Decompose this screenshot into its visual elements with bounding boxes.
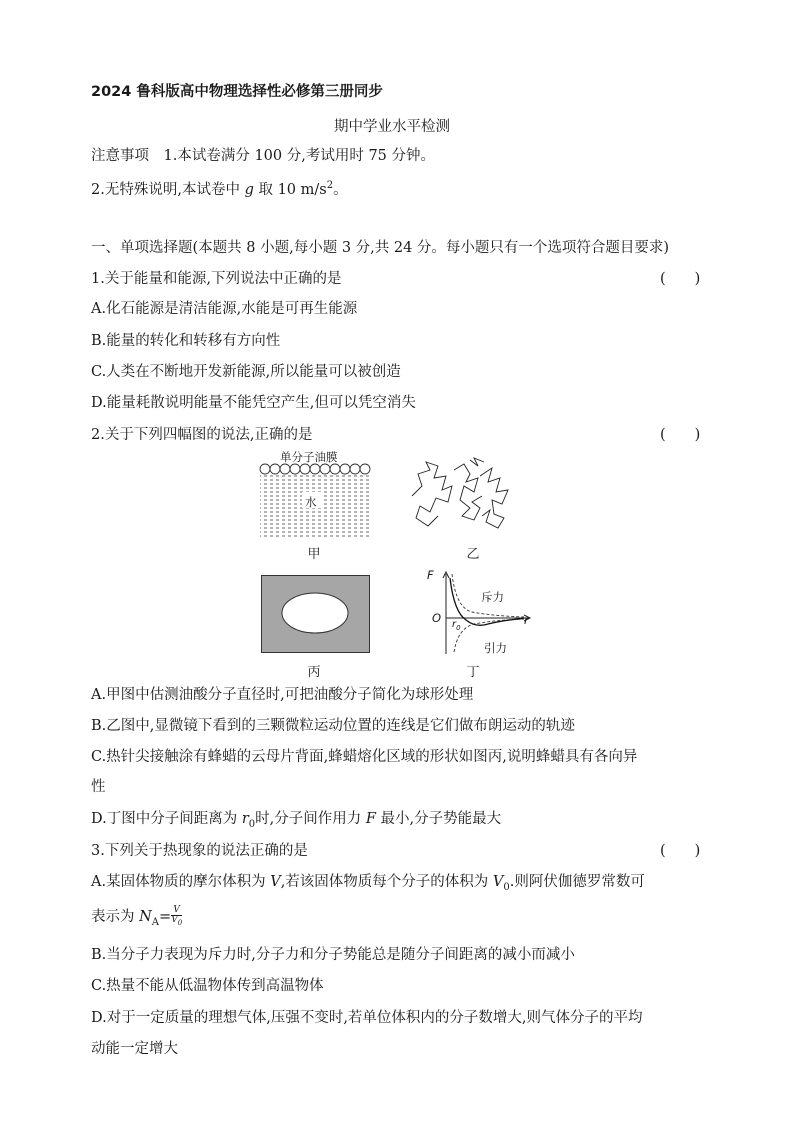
- q2-option-d: [91, 809, 501, 835]
- notes-line-2: [91, 176, 348, 200]
- q3-a-v-symbol: V: [270, 874, 281, 890]
- q3-option-c: C.热量不能从低温物体传到高温物体: [91, 978, 324, 994]
- g-symbol: g: [244, 181, 254, 198]
- q2-d-f-symbol: F: [365, 811, 376, 827]
- exam-title: 2024 鲁科版高中物理选择性必修第三册同步: [91, 84, 383, 100]
- q2-option-c-line2: 性: [91, 779, 106, 795]
- q3-option-d-line2: 动能一定增大: [91, 1041, 178, 1057]
- q3-a2-text: 表示为: [91, 908, 140, 925]
- q3-option-a-line1: [91, 872, 645, 898]
- fig-yi-caption: 乙: [466, 547, 480, 562]
- fig-ding-caption: 丁: [466, 665, 480, 680]
- fig-ding-f-axis: F: [427, 568, 434, 582]
- q3-a-v0-symbol: V: [492, 874, 504, 890]
- fig-bing-caption: 丙: [307, 665, 321, 680]
- fig-jia-water-label: 水: [305, 495, 317, 509]
- fig-jia-oil-label: 单分子油膜: [280, 450, 338, 464]
- fig-ding-origin: O: [432, 611, 442, 625]
- q2-d-r-sub: 0: [248, 818, 256, 830]
- q1-option-d: D.能量耗散说明能量不能凭空产生,但可以凭空消失: [91, 395, 416, 411]
- fig-ding-repulsion-label: 斥力: [481, 590, 504, 604]
- q3-a2-equals: =: [159, 908, 172, 925]
- fig-jia-caption: 甲: [307, 547, 321, 562]
- notes-line-1: 注意事项 1.本试卷满分 100 分,考试用时 75 分钟。: [91, 148, 436, 164]
- q3-option-d-line1: D.对于一定质量的理想气体,压强不变时,若单位体积内的分子数增大,则气体分子的平均: [91, 1010, 643, 1026]
- q2-stem: 2.关于下列四幅图的说法,正确的是: [91, 427, 313, 443]
- notes-text: 2.无特殊说明,本试卷中: [91, 181, 245, 198]
- q1-option-b: B.能量的转化和转移有方向性: [91, 333, 281, 349]
- q3-a2-denominator: [171, 916, 182, 928]
- q2-d-text-mid: 时,分子间作用力: [255, 811, 366, 827]
- fig-bing-mica-wax: [261, 575, 370, 653]
- fig-yi-brownian-paths: [408, 456, 516, 532]
- notes-sup: 2: [326, 180, 334, 191]
- q2-option-a: A.甲图中估测油酸分子直径时,可把油酸分子简化为球形处理: [91, 687, 474, 703]
- q2-d-text: D.丁图中分子间距离为: [91, 811, 242, 827]
- q1-stem: 1.关于能量和能源,下列说法中正确的是: [91, 271, 342, 287]
- fig-ding-r0-sub: 0: [456, 624, 461, 632]
- q1-option-c: C.人类在不断地开发新能源,所以能量可以被创造: [91, 364, 401, 380]
- q3-a-v0-sub: 0: [503, 881, 510, 893]
- notes-end: 。: [333, 181, 348, 198]
- fig-ding-r0: [452, 619, 461, 632]
- fig-ding-attraction-label: 引力: [484, 641, 507, 655]
- q3-a2-numerator: V: [171, 906, 182, 916]
- q1-option-a: A.化石能源是清洁能源,水能是可再生能源: [91, 301, 358, 317]
- notes-unit: 取 10 m/s: [253, 181, 327, 198]
- q2-d-r-symbol: r: [241, 811, 249, 827]
- q3-a2-fraction: [171, 906, 182, 928]
- q3-a2-den-symbol: V: [171, 915, 178, 925]
- q3-answer-blank: ( ): [660, 843, 701, 859]
- q3-a-text: A.某固体物质的摩尔体积为: [91, 874, 271, 890]
- q3-option-a-line2: [91, 906, 182, 933]
- q3-a2-den-sub: 0: [177, 918, 183, 927]
- q3-a2-n-symbol: N: [139, 908, 152, 925]
- q3-stem: 3.下列关于热现象的说法正确的是: [91, 843, 308, 859]
- q2-option-b: B.乙图中,显微镜下看到的三颗微粒运动位置的连线是它们做布朗运动的轨迹: [91, 718, 575, 734]
- q2-answer-blank: ( ): [660, 427, 701, 443]
- q2-d-text-end: 最小,分子势能最大: [375, 811, 502, 827]
- section-heading: 一、单项选择题(本题共 8 小题,每小题 3 分,共 24 分。每小题只有一个选项符合题目要求): [91, 240, 670, 256]
- q3-a-text-mid: ,若该固体物质每个分子的体积为: [280, 874, 493, 890]
- q2-option-c-line1: C.热针尖接触涂有蜂蜡的云母片背面,蜂蜡熔化区域的形状如图丙,说明蜂蜡具有各向异: [91, 749, 638, 765]
- q3-option-b: B.当分子力表现为斥力时,分子力和分子势能总是随分子间距离的减小而减小: [91, 947, 575, 963]
- q1-answer-blank: ( ): [660, 271, 701, 287]
- fig-ding-r0-symbol: r: [452, 619, 457, 630]
- q3-a-text-end: .则阿伏伽德罗常数可: [509, 874, 645, 890]
- fig-ding-r-axis: r: [524, 613, 529, 627]
- q3-a2-n-sub: A: [151, 916, 160, 928]
- exam-subtitle: 期中学业水平检测: [334, 119, 450, 135]
